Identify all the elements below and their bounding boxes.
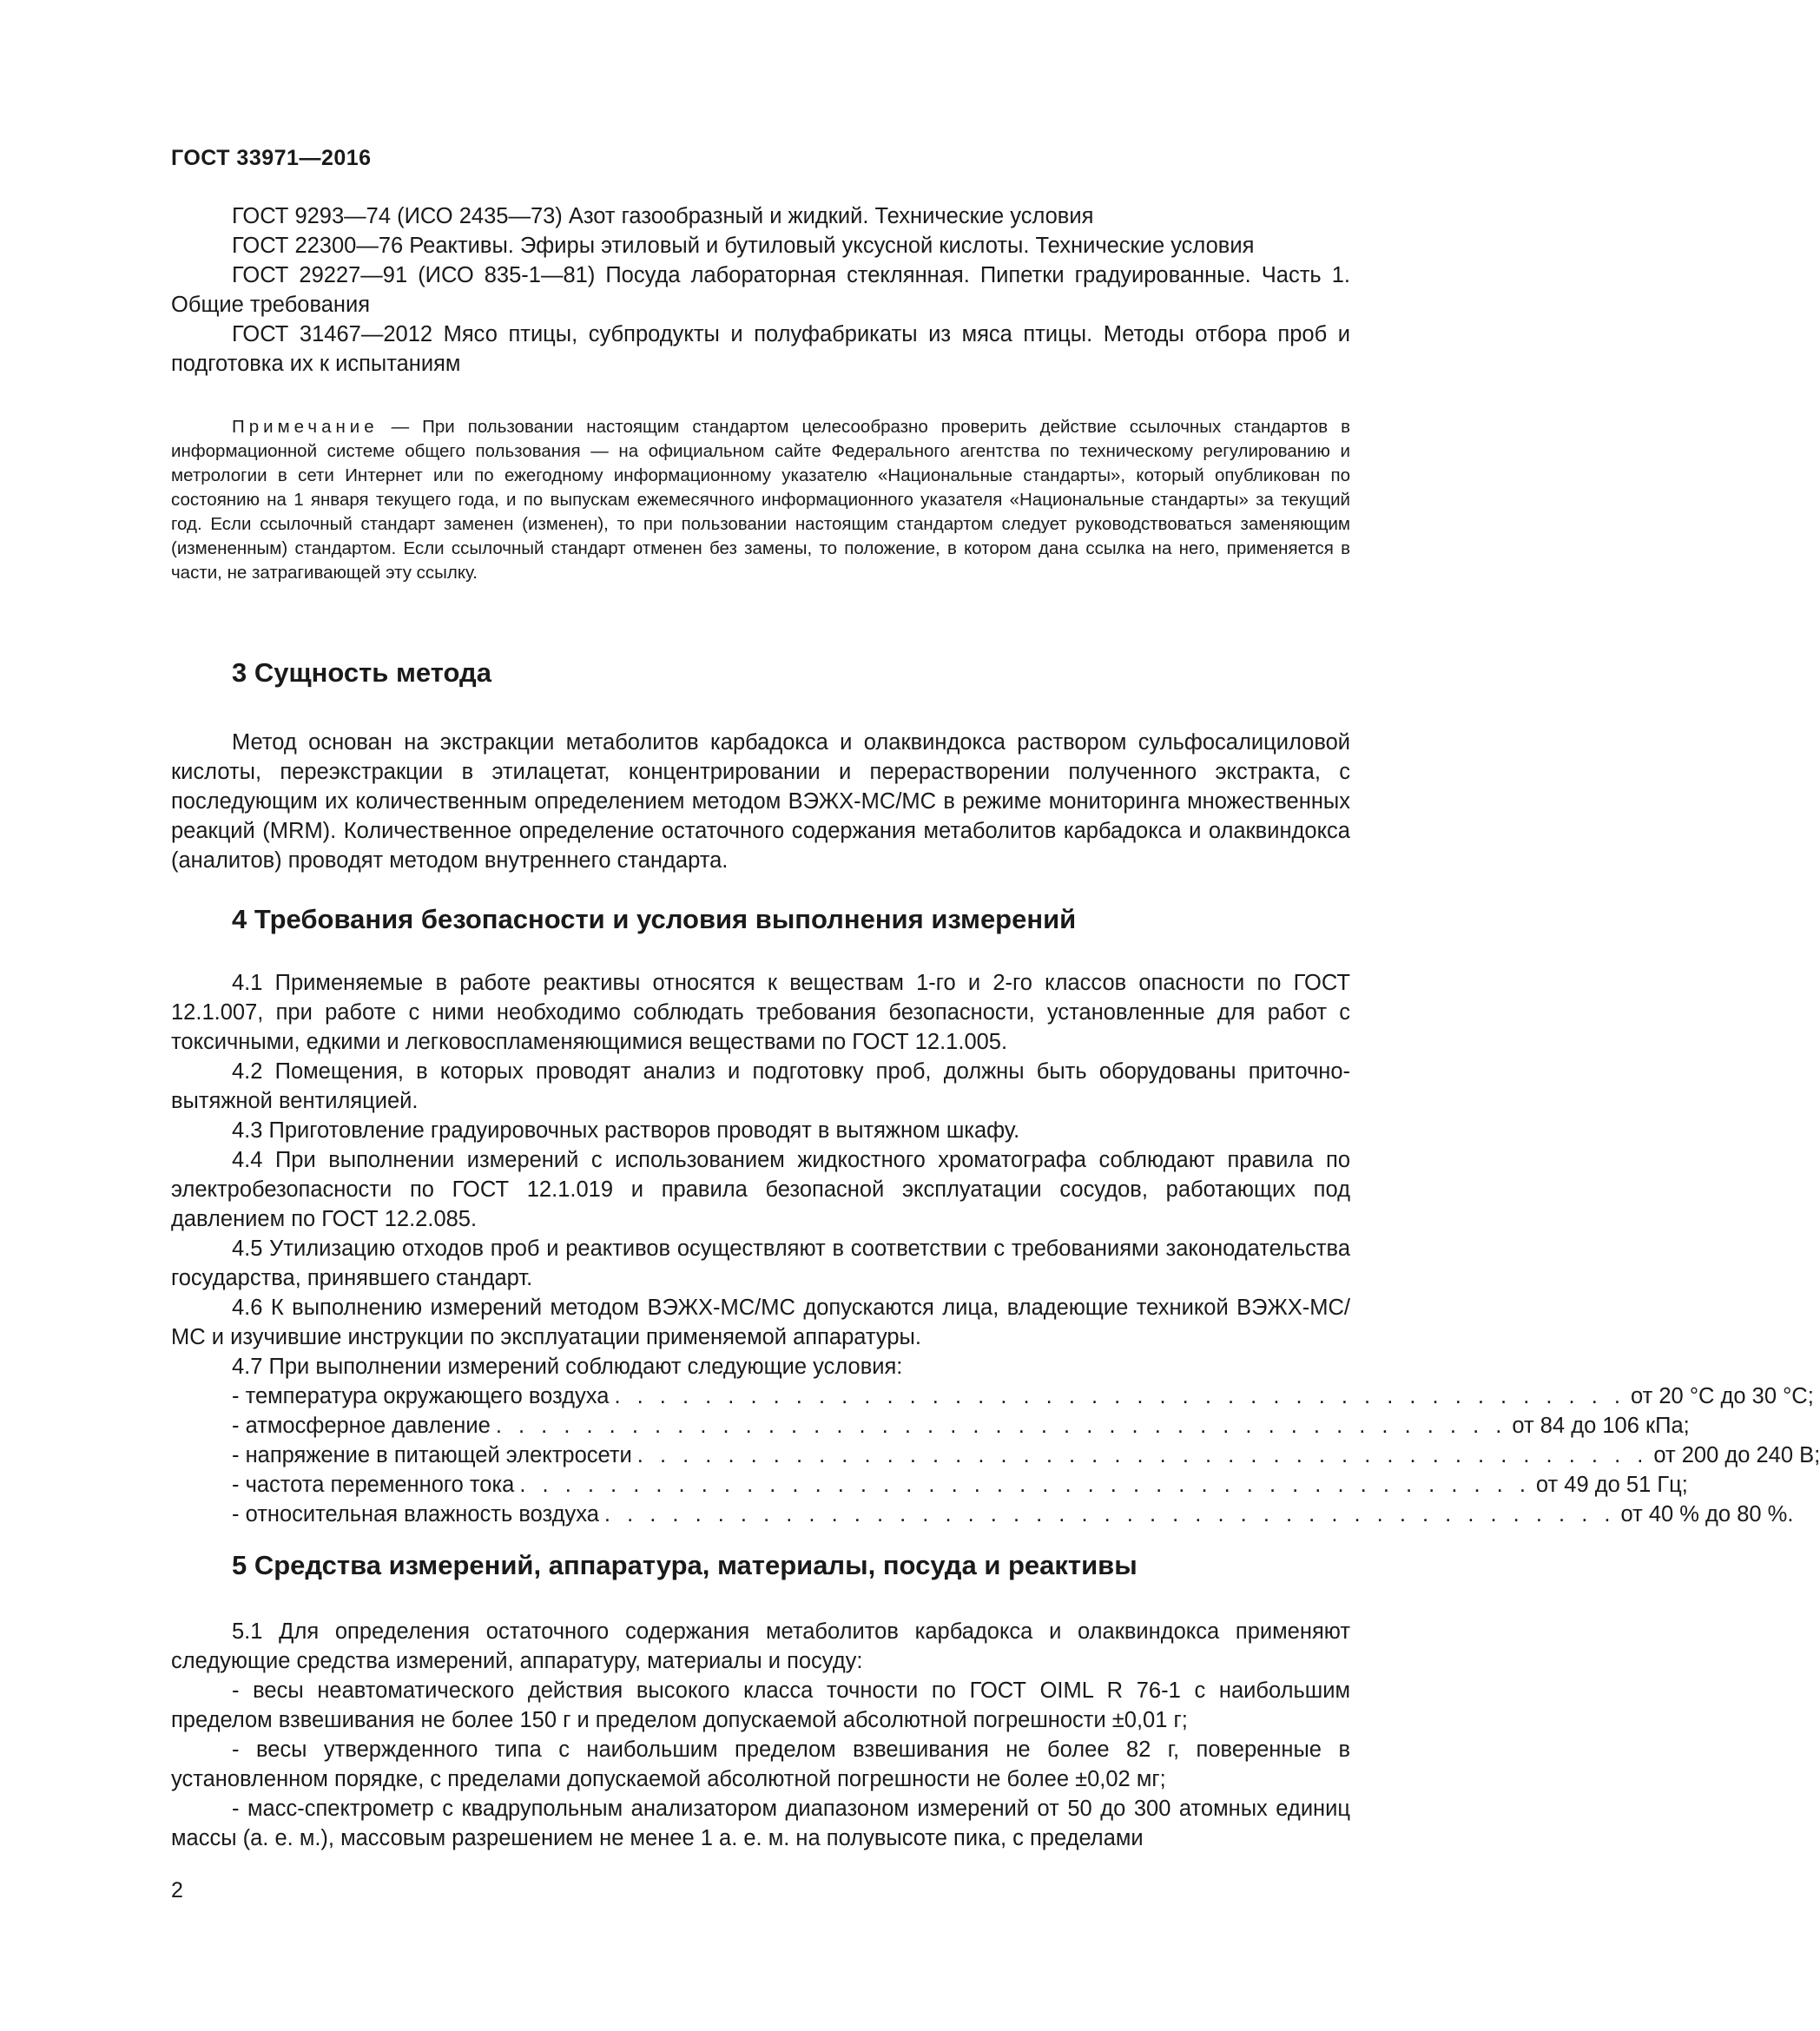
reference-item: ГОСТ 22300—76 Реактивы. Эфиры этиловый и бутиловый уксусной кислоты. Технические условия	[232, 234, 1255, 258]
section-4-heading: 4 Требования безопасности и условия выполнения измерений	[232, 904, 1077, 934]
condition-row	[171, 1381, 1814, 1411]
section-4-item: 4.7 При выполнении измерений соблюдают следующие условия:	[232, 1355, 903, 1379]
leader-dots: . . . . . . . . . . . . . . . . . . . . . . . . . . . . . . . . . . . . . . . . . . . . .	[636, 1443, 1649, 1467]
condition-value: от 40 % до 80 %.	[1620, 1502, 1794, 1527]
condition-row	[171, 1470, 1688, 1500]
note-text: — При пользовании настоящим стандартом целесообразно проверить действие ссылочных стандартов в информационной системе общего пользования — на официальном сайте Федерального агентства по техническому регулированию и метрологии в сети Интернет или по ежегодному информационному указателю «Национальные стандарты», который опубликован по состоянию на 1 января текущего года, и по выпускам ежемесячного информационного указателя «Национальные стандарты» за текущий год. Если ссылочный стандарт заменен (изменен), то при пользовании настоящим стандартом следует руководствоваться заменяющим (измененным) стандартом. Если ссылочный стандарт отменен без замены, то положение, в котором дана ссылка на него, применяется в части, не затрагивающей эту ссылку.	[171, 417, 1351, 583]
note-paragraph	[171, 415, 1350, 585]
section-5-heading: 5 Средства измерений, аппаратура, материалы, посуда и реактивы	[232, 1550, 1138, 1580]
condition-label: - относительная влажность воздуха	[232, 1502, 599, 1527]
leader-dots: . . . . . . . . . . . . . . . . . . . . . . . . . . . . . . . . . . . . . . . . . . . . .	[495, 1414, 1507, 1438]
condition-label: - напряжение в питающей электросети	[232, 1443, 632, 1467]
reference-item: ГОСТ 31467—2012 Мясо птицы, субпродукты и полуфабрикаты из мяса птицы. Методы отбора проб и подготовка их к испытаниям	[171, 322, 1350, 376]
section-3-body	[171, 728, 1350, 875]
section-5-item: - весы утвержденного типа с наибольшим пределом взвешивания не более 82 г, поверенные в установленном порядке, с пределами допускаемой абсолютной погрешности не более ±0,02 мг;	[171, 1738, 1350, 1791]
leader-dots: . . . . . . . . . . . . . . . . . . . . . . . . . . . . . . . . . . . . . . . . . . . . .	[603, 1502, 1616, 1527]
page-number: 2	[171, 1878, 183, 1902]
condition-row	[171, 1411, 1690, 1441]
note-block	[171, 415, 1350, 585]
section-4-item: 4.3 Приготовление градуировочных растворов проводят в вытяжном шкафу.	[232, 1118, 1020, 1143]
condition-label: - частота переменного тока	[232, 1473, 515, 1497]
section-4-item: 4.2 Помещения, в которых проводят анализ и подготовку проб, должны быть оборудованы приточно-вытяжной вентиляцией.	[171, 1059, 1350, 1113]
section-4-item: 4.1 Применяемые в работе реактивы относятся к веществам 1-го и 2-го классов опасности по ГОСТ 12.1.007, при работе с ними необходимо соблюдать требования безопасности, установленные для работ с токсичными, едкими и легковоспламеняющимися веществами по ГОСТ 12.1.005.	[171, 971, 1350, 1054]
section-4-item: 4.6 К выполнению измерений методом ВЭЖХ-МС/МС допускаются лица, владеющие техникой ВЭЖХ-МС/МС и изучившие инструкции по эксплуатации применяемой аппаратуры.	[171, 1296, 1350, 1349]
section-4-item: 4.4 При выполнении измерений с использованием жидкостного хроматографа соблюдают правила по электробезопасности по ГОСТ 12.1.019 и правила безопасной эксплуатации сосудов, работающих под давлением по ГОСТ 12.2.085.	[171, 1148, 1350, 1231]
section-3-heading: 3 Сущность метода	[232, 657, 491, 688]
condition-row	[171, 1441, 1820, 1470]
condition-label: - атмосферное давление	[232, 1414, 491, 1438]
section-5-body	[171, 1617, 1350, 1853]
condition-label: - температура окружающего воздуха	[232, 1384, 610, 1408]
leader-dots: . . . . . . . . . . . . . . . . . . . . . . . . . . . . . . . . . . . . . . . . . . . . .	[519, 1473, 1531, 1497]
condition-row	[171, 1500, 1794, 1529]
reference-item: ГОСТ 29227—91 (ИСО 835-1—81) Посуда лабораторная стеклянная. Пипетки градуированные. Часть 1. Общие требования	[171, 263, 1350, 317]
section-4-item: 4.5 Утилизацию отходов проб и реактивов осуществляют в соответствии с требованиями законодательства государства, принявшего стандарт.	[171, 1236, 1350, 1290]
section-5-item: 5.1 Для определения остаточного содержания метаболитов карбадокса и олаквиндокса применяют следующие средства измерений, аппаратуру, материалы и посуду:	[171, 1619, 1350, 1673]
normative-references-list	[171, 201, 1350, 379]
section-5-item: - весы неавтоматического действия высокого класса точности по ГОСТ OIML R 76-1 с наибольшим пределом взвешивания не более 150 г и пределом допускаемой абсолютной погрешности ±0,01 г;	[171, 1678, 1350, 1732]
condition-value: от 84 до 106 кПа;	[1512, 1414, 1690, 1438]
section-4-body	[171, 968, 1820, 1529]
leader-dots: . . . . . . . . . . . . . . . . . . . . . . . . . . . . . . . . . . . . . . . . . . . . .	[614, 1384, 1625, 1408]
condition-value: от 20 °С до 30 °С;	[1630, 1384, 1814, 1408]
condition-value: от 200 до 240 В;	[1653, 1443, 1820, 1467]
reference-item: ГОСТ 9293—74 (ИСО 2435—73) Азот газообразный и жидкий. Технические условия	[232, 204, 1094, 228]
note-label: Примечание	[232, 417, 379, 437]
condition-value: от 49 до 51 Гц;	[1535, 1473, 1688, 1497]
page-header-standard-number: ГОСТ 33971—2016	[171, 146, 372, 170]
section-5-item: - масс-спектрометр с квадрупольным анализатором диапазоном измерений от 50 до 300 атомных единиц массы (а. е. м.), массовым разрешением не менее 1 а. е. м. на полувысоте пика, с пределами	[171, 1797, 1350, 1850]
section-3-paragraph: Метод основан на экстракции метаболитов карбадокса и олаквиндокса раствором сульфосалициловой кислоты, переэкстракции в этилацетат, концентрировании и перерастворении полученного экстракта, с последующим их количественным определением методом ВЭЖХ-МС/МС в режиме мониторинга множественных реакций (MRM). Количественное определение остаточного содержания метаболитов карбадокса и олаквиндокса (аналитов) проводят методом внутреннего стандарта.	[171, 730, 1350, 873]
